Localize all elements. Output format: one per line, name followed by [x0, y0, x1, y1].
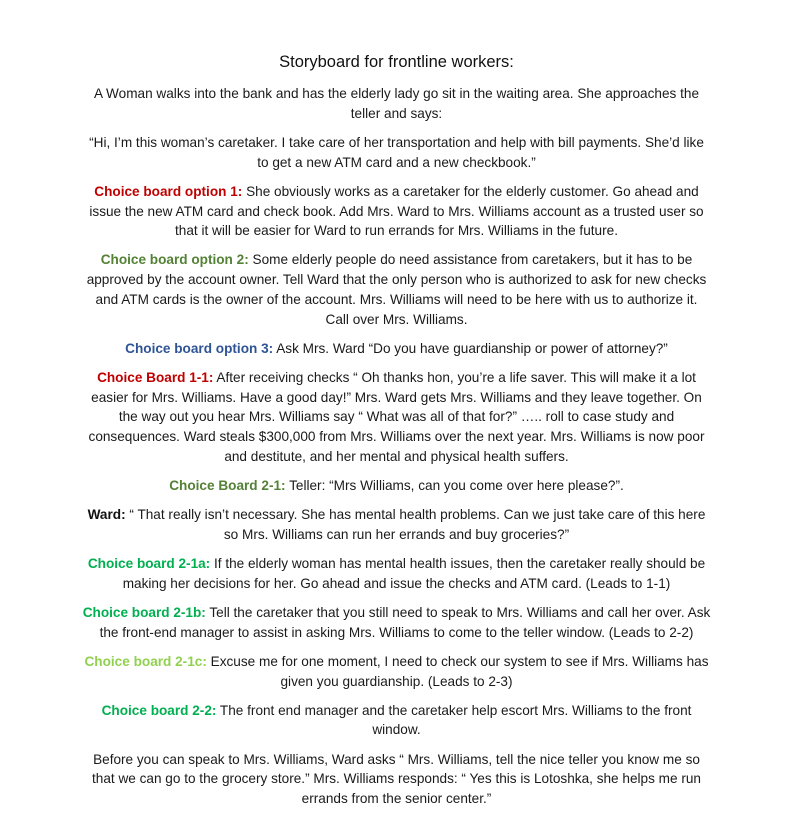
ward-paragraph	[82, 505, 711, 544]
intro-paragraph	[82, 84, 711, 123]
choice-board-2-1c-paragraph	[82, 652, 711, 691]
speaker-label: Ward:	[87, 507, 126, 523]
choice-option-2-paragraph	[82, 250, 711, 329]
paragraph-text: Teller: “Mrs Williams, can you come over here please?”.	[285, 477, 624, 493]
choice-label: Choice board 2-1a:	[87, 556, 211, 572]
caretaker-quote-paragraph	[82, 133, 711, 172]
paragraph-text: Some elderly people do need assistance from caretakers, but it has to be approved by the account owner. Tell Ward that the only person who is authorized to ask for new checks and ATM cards is the owner of the account. Mrs. Williams will need to be here with us to authorize it. Call over Mrs. Williams.	[86, 252, 707, 327]
document-title: Storyboard for frontline workers:	[279, 53, 514, 71]
choice-label: Choice board 2-1b:	[82, 604, 206, 620]
closing-paragraph	[82, 750, 711, 809]
paragraph-text: Excuse me for one moment, I need to check our system to see if Mrs. Williams has given you guardianship. (Leads to 2-3)	[206, 653, 709, 689]
choice-board-2-1b-paragraph	[82, 603, 711, 642]
choice-option-1-paragraph	[82, 182, 711, 241]
paragraph-text: The front end manager and the caretaker help escort Mrs. Williams to the front window.	[216, 702, 692, 738]
paragraph-text: Tell the caretaker that you still need to speak to Mrs. Williams and call her over. Ask the front-end manager to assist in asking Mrs. Williams to come to the teller window. (Leads to 2-2)	[99, 604, 711, 640]
choice-label: Choice board 2-1c:	[84, 653, 207, 669]
paragraph-text: “ That really isn’t necessary. She has mental health problems. Can we just take care of this here so Mrs. Williams can run her errands and buy groceries?”	[125, 507, 706, 542]
choice-board-2-1-paragraph	[82, 476, 711, 496]
paragraph-text: After receiving checks “ Oh thanks hon, you’re a life saver. This will make it a lot easier for Mrs. Williams. Have a good day!” Mrs. Ward gets Mrs. Williams and they leave together. On the way out you hear Mrs. Williams say “ What was all of that for?” ….. roll to case study and consequences. Ward steals $300,000 from Mrs. Williams over the next year. Mrs. Williams is now poor and destitute, and her mental and physical health suffers.	[88, 369, 705, 464]
choice-label: Choice Board 1-1:	[97, 369, 214, 385]
choice-label: Choice board option 2:	[100, 252, 249, 268]
paragraph-text: A Woman walks into the bank and has the elderly lady go sit in the waiting area. She approaches the teller and says:	[93, 86, 700, 121]
choice-label: Choice board 2-2:	[101, 702, 217, 718]
choice-label: Choice board option 1:	[94, 183, 243, 199]
paragraph-text: Ask Mrs. Ward “Do you have guardianship or power of attorney?”	[273, 340, 668, 356]
choice-board-2-1a-paragraph	[82, 554, 711, 593]
choice-option-3-paragraph	[82, 339, 711, 359]
paragraph-text: If the elderly woman has mental health issues, then the caretaker really should be making her decisions for her. Go ahead and issue the checks and ATM card. (Leads to 1-1)	[122, 556, 706, 591]
paragraph-text: “Hi, I’m this woman’s caretaker. I take care of her transportation and help with bill payments. She’d like to get a new ATM card and a new checkbook.”	[89, 134, 704, 170]
paragraph-text: She obviously works as a caretaker for the elderly customer. Go ahead and issue the new ATM card and check book. Add Mrs. Ward to Mrs. Williams account as a trusted user so that it will be easier for Ward to run errands for Mrs. Williams in the future.	[89, 183, 704, 239]
choice-label: Choice board option 3:	[125, 340, 274, 356]
choice-board-1-1-paragraph	[82, 368, 711, 467]
choice-label: Choice Board 2-1:	[169, 477, 286, 493]
paragraph-text: Before you can speak to Mrs. Williams, Ward asks “ Mrs. Williams, tell the nice teller you know me so that we can go to the grocery store.” Mrs. Williams responds: “ Yes this is Lotoshka, she helps me run errands from the senior center.”	[92, 751, 701, 807]
choice-board-2-2-paragraph	[82, 701, 711, 740]
